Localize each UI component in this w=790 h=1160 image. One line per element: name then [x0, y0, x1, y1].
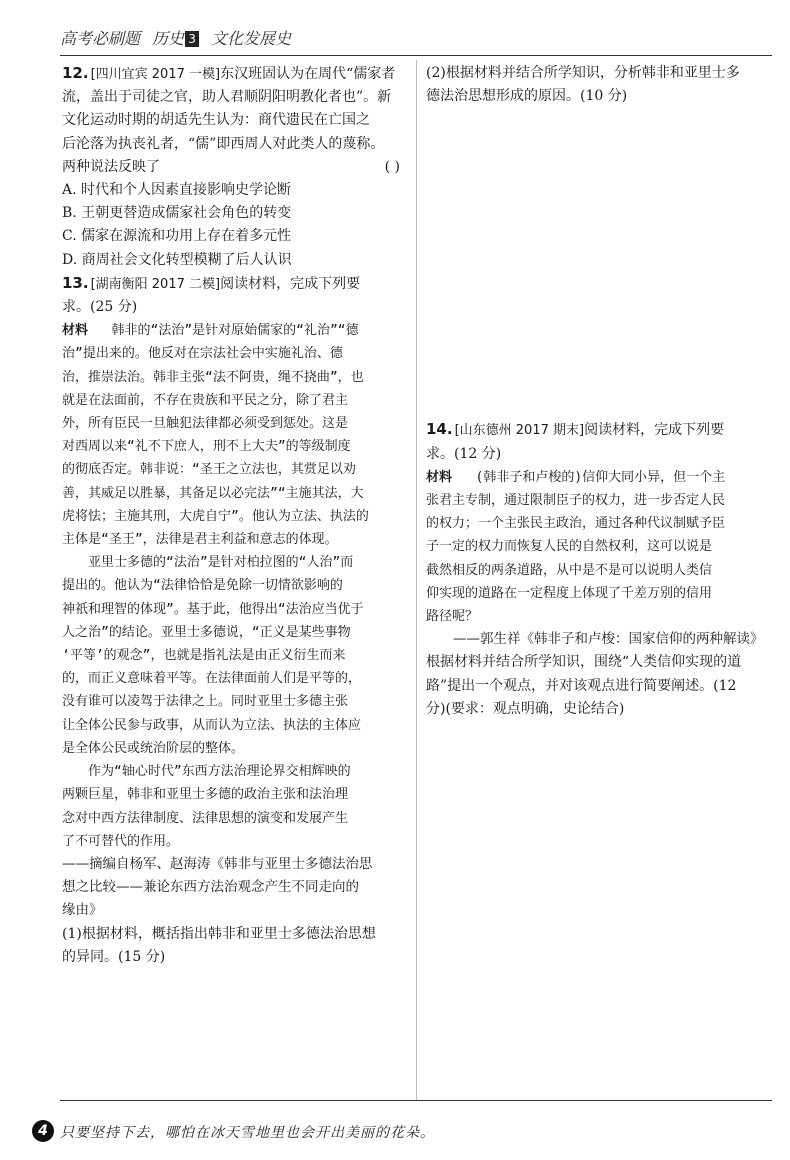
question-text: 文化运动时期的胡适先生认为：商代遗民在亡国之 [62, 112, 370, 129]
citation-line: 想之比较——兼论东西方法治观念产生不同走向的 [62, 879, 359, 896]
material-line: 的彻底否定。韩非说：“圣王之立法也，其赏足以劝 [62, 462, 356, 478]
material-line: 子一定的权力而恢复人民的自然权利，这可以说是 [426, 539, 713, 555]
material-line: 亚里士多德的“法治”是针对柏拉图的“人治”而 [88, 555, 354, 571]
citation [62, 853, 408, 923]
material-line: 念对中西方法律制度、法律思想的演变和发展产生 [62, 810, 349, 826]
question-number: 12. [62, 64, 89, 82]
option-a: A. 时代和个人因素直接影响史学论断 [62, 182, 292, 199]
material-line: 两颗巨星，韩非和亚里士多德的政治主张和法治理 [62, 787, 349, 803]
sub-question-2 [426, 62, 772, 108]
task-line: 路”提出一个观点，并对该观点进行简要阐述。(12 [426, 677, 737, 694]
citation: ——郭生祥《韩非子和卢梭：国家信仰的两种解读》 [453, 631, 764, 648]
material-line: 虎将怯；主施其刑，大虎自宁”。他认为立法、执法的 [62, 508, 369, 524]
citation-line: 缘由》 [62, 902, 103, 919]
material-line: 人之治”的结论。亚里士多德说，“正义是某些事物 [62, 624, 351, 640]
option-b: B. 王朝更替造成儒家社会角色的转变 [62, 205, 292, 222]
subject-title: 历史 [152, 29, 185, 48]
question-source: [湖南衡阳 2017 二模] [90, 276, 221, 292]
chapter-title: 文化发展史 [211, 29, 292, 48]
material-line: 韩非的“法治”是针对原始儒家的“礼治”“德 [111, 323, 359, 339]
left-column [62, 62, 408, 969]
question-number: 14. [426, 420, 453, 439]
answer-paren: ( ) [384, 158, 400, 175]
question-source: [山东德州 2017 期末] [454, 423, 585, 439]
material-line: 对西周以来“礼不下庶人，刑不上大夫”的等级制度 [62, 439, 351, 455]
footer-rule [60, 1100, 772, 1101]
material-line: 的，而正义意味着平等。在法律面前人们是平等的， [62, 671, 362, 687]
material-line: 提出的。他认为“法律恰恰是免除一切情欲影响的 [62, 578, 343, 594]
material-line: 是全体公民或统治阶层的整体。 [62, 740, 245, 756]
task-line: 分)(要求：观点明确，史论结合) [426, 700, 625, 717]
column-divider [416, 60, 417, 1100]
material-line: 神祇和理智的体现”。基于此，他得出“法治应当优于 [62, 601, 364, 617]
option-d: D. 商周社会文化转型模糊了后人认识 [62, 251, 292, 268]
material-line: 主体是“圣王”，法律是君主利益和意志的体现。 [62, 532, 338, 548]
material-line: 就是在法面前，不存在贵族和平民之分，除了君主 [62, 392, 349, 408]
question-text: 后沦落为执丧礼者，“儒”即西周人对此类人的蔑称。 [62, 135, 385, 152]
material-line: (韩非子和卢梭的)信仰大同小异，但一个主 [475, 469, 726, 485]
material-line: 仰实现的道路在一定程度上体现了千差万别的信用 [426, 585, 713, 601]
material-line: 张君主专制，通过限制臣子的权力，进一步否定人民 [426, 493, 726, 509]
question-number: 13. [62, 273, 89, 292]
question-14 [426, 418, 772, 721]
question-prompt: 阅读材料，完成下列要 [220, 275, 361, 292]
task-block [426, 651, 772, 721]
sub-question-line: (1)根据材料，概括指出韩非和亚里士多德法治思想 [62, 925, 376, 942]
material-line: 治，推崇法治。韩非主张“法不阿贵，绳不挠曲”，也 [62, 369, 364, 385]
question-stem-end: 两种说法反映了 [62, 158, 160, 175]
material-line: 让全体公民参与政事，从而认为立法、执法的主体应 [62, 717, 362, 733]
sub-question-line: 的异同。(15 分) [62, 948, 166, 965]
volume-badge: 3 [185, 31, 199, 47]
material-label: 材料 [426, 469, 453, 485]
question-12 [62, 62, 408, 272]
footer-motto: 只要坚持下去，哪怕在冰天雪地里也会开出美丽的花朵。 [60, 1125, 435, 1141]
question-source: [四川宜宾 2017 一模] [90, 67, 221, 82]
material-line: ‘平等’的观念”，也就是指礼法是由正义衍生而来 [62, 648, 346, 664]
task-line: 根据材料并结合所学知识，围绕“人类信仰实现的道 [426, 654, 742, 671]
question-prompt: 求。(12 分) [426, 445, 502, 462]
header-rule [60, 55, 772, 56]
material-line: 没有谁可以凌驾于法律之上。同时亚里士多德主张 [62, 694, 349, 710]
question-prompt: 阅读材料，完成下列要 [584, 422, 725, 439]
material-line: 路径呢？ [426, 609, 479, 625]
material-line: 的权力；一个主张民主政治，通过各种代议制赋予臣 [426, 516, 726, 532]
right-column [426, 62, 772, 721]
material-label: 材料 [62, 323, 89, 339]
material-line: 外，所有臣民一旦触犯法律都必须受到惩处。这是 [62, 416, 349, 432]
question-text: 东汉班固认为在周代“儒家者 [220, 66, 396, 82]
question-prompt: 求。(25 分) [62, 299, 138, 316]
sub-question-line: (2)根据材料并结合所学知识，分析韩非和亚里士多 [426, 65, 740, 81]
sub-question-1 [62, 923, 408, 969]
citation-line: ——摘编自杨军、赵海涛《韩非与亚里士多德法治思 [62, 855, 373, 872]
sub-question-line: 德法治思想形成的原因。(10 分) [426, 88, 628, 105]
page-number: 4 [32, 1120, 54, 1142]
material-block [62, 319, 408, 853]
material-line: 治”提出来的。他反对在宗法社会中实施礼治、德 [62, 346, 343, 362]
question-text: 流，盖出于司徒之官，助人君顺阴阳明教化者也”。新 [62, 89, 392, 106]
series-title: 高考必刷题 [60, 29, 141, 48]
question-13 [62, 272, 408, 969]
material-line: 了不可替代的作用。 [62, 833, 180, 849]
material-block [426, 466, 772, 628]
option-c: C. 儒家在源流和功用上存在着多元性 [62, 228, 292, 245]
material-line: 善，其威足以胜暴，其备足以必完法”“主施其法，大 [62, 485, 364, 501]
material-line: 截然相反的两条道路，从中是不是可以说明人类信 [426, 562, 713, 578]
material-line: 作为“轴心时代”东西方法治理论界交相辉映的 [88, 764, 351, 780]
running-header [60, 26, 772, 56]
